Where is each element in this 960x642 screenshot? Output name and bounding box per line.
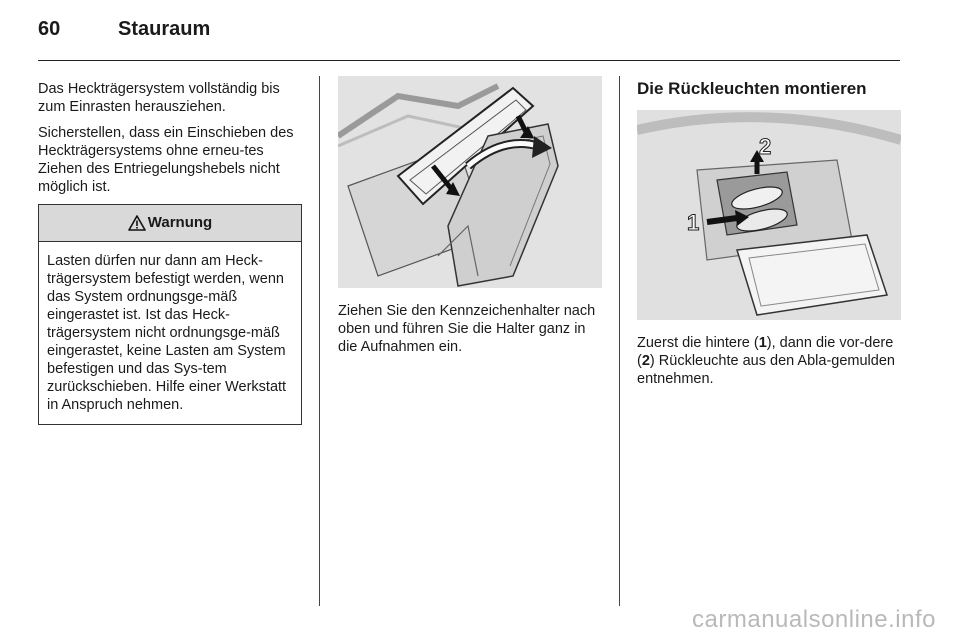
figure-label-2: 2 <box>759 134 772 159</box>
rear-lights-drawing <box>637 110 901 320</box>
instruction-part-c: ), dann die vor-dere ( <box>637 335 894 369</box>
rear-lights-illustration <box>637 110 901 320</box>
paragraph-pull-out: Das Heckträgersystem vollständig bis zum Einrasten herausziehen. <box>38 81 280 115</box>
page-title: Stauraum <box>118 18 211 40</box>
instruction-part-e: ) Rückleuchte aus den Abla-gemulden entnehmen. <box>637 353 895 387</box>
license-plate-holder-drawing <box>338 76 602 288</box>
paragraph-check: Sicherstellen, dass ein Einschieben des Heckträgersystems ohne erneu-tes Ziehen des Entriegelungshebels nicht möglich ist. <box>38 125 294 195</box>
warning-title: Warnung <box>147 214 213 231</box>
column-3 <box>637 80 901 396</box>
warning-triangle-icon <box>128 215 146 231</box>
instruction-ref-2: 2 <box>641 353 650 369</box>
warning-text: Lasten dürfen nur dann am Heck-trägersystem befestigt werden, wenn das System ordnungsge-mäß eingerastet ist. Ist das Heck-trägersystem nicht ordnungsge-mäß eingerastet, keine Lasten am System befestigen und das Sys-tem zurückschieben. Hilfe einer Werkstatt in Anspruch nehmen. <box>47 253 287 413</box>
plate-holder-caption: Ziehen Sie den Kennzeichenhalter nach oben und führen Sie die Halter ganz in die Aufnahmen ein. <box>338 303 596 355</box>
column-divider-2 <box>619 76 620 606</box>
page-number: 60 <box>38 18 61 40</box>
rear-lights-instruction <box>637 334 901 388</box>
warning-box <box>38 204 302 425</box>
figure-label-1: 1 <box>687 210 700 235</box>
header-rule <box>38 60 900 61</box>
license-plate-holder-illustration <box>338 76 602 288</box>
column-2 <box>338 76 602 364</box>
column-divider-1 <box>319 76 320 606</box>
column-1 <box>38 80 302 425</box>
instruction-ref-1: 1 <box>758 335 767 351</box>
instruction-part-a: Zuerst die hintere ( <box>637 335 759 351</box>
section-heading: Die Rückleuchten montieren <box>637 79 867 98</box>
warning-header <box>39 205 301 242</box>
watermark: carmanualsonline.info <box>692 606 936 633</box>
